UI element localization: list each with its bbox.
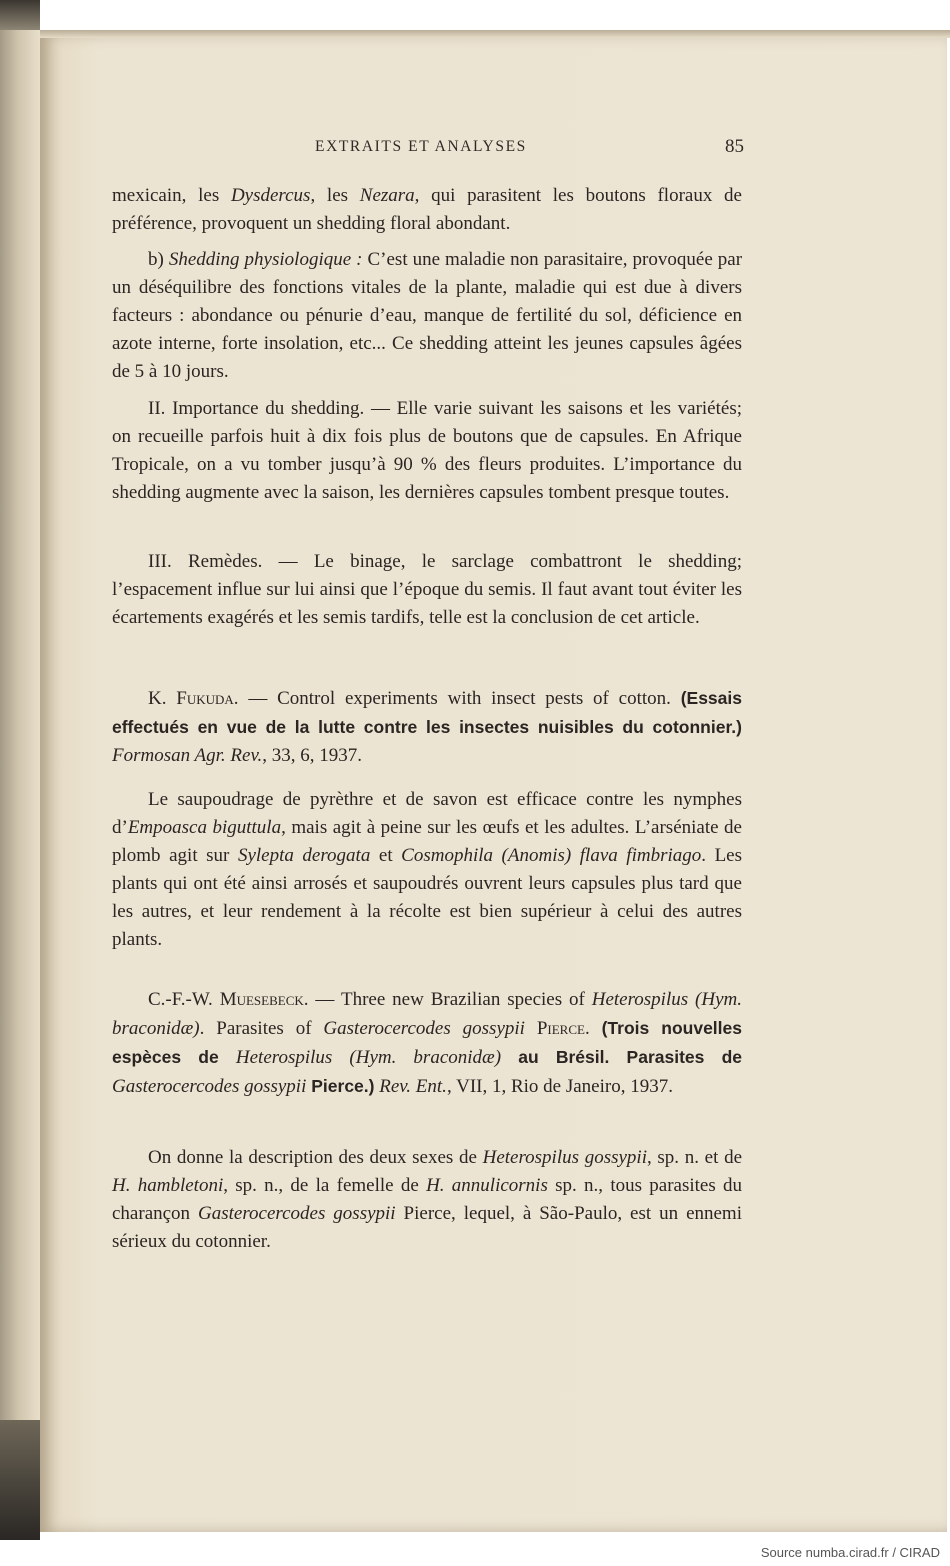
species-name: Dysdercus [230,185,311,206]
text-run: , sp. n. et de [646,1147,743,1168]
running-title: EXTRAITS ET ANALYSES [315,138,527,155]
item-label: b) [148,249,169,270]
author-name: C.-F.-W. Muesebeck. [148,989,309,1010]
journal-reference: , 33, 6, 1937. [262,745,362,766]
source-credit: Source numba.cirad.fr / CIRAD [760,1545,940,1560]
text-run: sp. n., tous parasites du charançon [112,1175,743,1224]
entry-muesebeck-abstract [112,1144,742,1256]
page-number: 85 [725,136,744,157]
species-name: Cosmophila (Anomis) flava fimbriago [401,845,702,866]
text-run: , sp. n., de la femelle de [223,1175,427,1196]
journal-name: Rev. Ent. [374,1076,447,1097]
text-run: . Parasites of [199,1018,324,1039]
text-run: , qui parasitent les boutons floraux de préférence, provoquent un shedding floral abondant. [112,185,742,234]
entry-fukuda-abstract [112,786,742,954]
text-run: Le saupoudrage de pyrèthre et de savon est efficace contre les nymphes d’ [112,789,742,838]
author-name: Pierce. [524,1018,602,1039]
species-name: Heterospilus gossypii [482,1147,647,1168]
species-name: H. hambletoni [112,1175,224,1196]
title-french: au Brésil. Parasites de [501,1047,742,1067]
genus-name: Heterospilus (Hym. braconidæ) [235,1047,502,1068]
text-run: et [370,845,402,866]
species-name: Gasterocercodes gossypii [112,1076,307,1097]
spine-shadow-top [0,0,40,30]
paragraph-importance [112,395,742,507]
paragraph-text: III. Remèdes. — Le binage, le sarclage combattront le shedding; l’espacement influe sur lui ainsi que l’époque du semis. Il faut avant tout éviter les écartements exagérés et les semis tardifs, telle est la conclusion de cet article. [112,551,742,628]
text-run: , les [310,185,360,206]
text-run: mexicain, les [112,185,231,206]
title-english: — Control experiments with insect pests of cotton. [238,688,681,709]
spine-shadow-bottom [0,1420,40,1540]
entry-muesebeck-citation [112,986,742,1101]
species-name: Gasterocercodes gossypii [323,1018,525,1039]
text-run: , mais agit à peine sur les œufs et les adultes. L’arséniate de plomb agit sur [112,817,742,866]
text-run: On donne la description des deux sexes de [148,1147,483,1168]
paragraph-physiological-shedding [112,246,742,386]
genus-name: Heterospilus (Hym. braconidæ) [112,989,742,1039]
title-french: (Trois nouvelles espèces de [112,1018,742,1067]
species-name: Gasterocercodes gossypii [198,1203,396,1224]
species-name: H. annulicornis [426,1175,548,1196]
section-title: Shedding physiologique : [168,249,363,270]
text-run: . Les plants qui ont été ainsi arrosés et saupoudrés ouvrent leurs capsules plus tard que les autres, et leur rendement à la récolte est bien supérieur à celui des autres plants. [112,845,743,950]
author-name: K. Fukuda. [148,688,239,709]
species-name: Nezara [359,185,415,206]
entry-fukuda-citation [112,684,742,770]
text-run: — Three new Brazilian species of [308,989,592,1010]
paragraph-continued [112,182,742,238]
paragraph-text: II. Importance du shedding. — Elle varie suivant les saisons et les variétés; on recueille parfois huit à dix fois plus de boutons que de capsules. En Afrique Tropicale, on a vu tomber jusqu’à 90 % des fleurs produites. L’importance du shedding augmente avec la saison, les dernières capsules tombent presque toutes. [112,398,742,503]
species-name: Sylepta derogata [237,845,371,866]
journal-name: Formosan Agr. Rev. [112,745,263,766]
paragraph-remedies [112,548,742,632]
running-header [112,138,744,164]
title-french: (Essais effectués en vue de la lutte contre les insectes nuisibles du cotonnier.) [112,688,742,737]
book-spine [0,0,40,1540]
text-run: Pierce, lequel, à São-Paulo, est un ennemi sérieux du cotonnier. [112,1203,742,1252]
species-name: Empoasca biguttula [127,817,282,838]
text-run: C’est une maladie non parasitaire, provoquée par un déséquilibre des fonctions vitales de la plante, maladie qui est due à divers facteurs : abondance ou pénurie d’eau, manque de fertilité du sol, déficience en azote interne, forte insolation, etc... Ce shedding atteint les jeunes capsules âgées de 5 à 10 jours. [112,249,743,382]
title-french: Pierce.) [306,1076,375,1096]
journal-reference: , VII, 1, Rio de Janeiro, 1937. [446,1076,673,1097]
page-top-edge [40,30,950,38]
